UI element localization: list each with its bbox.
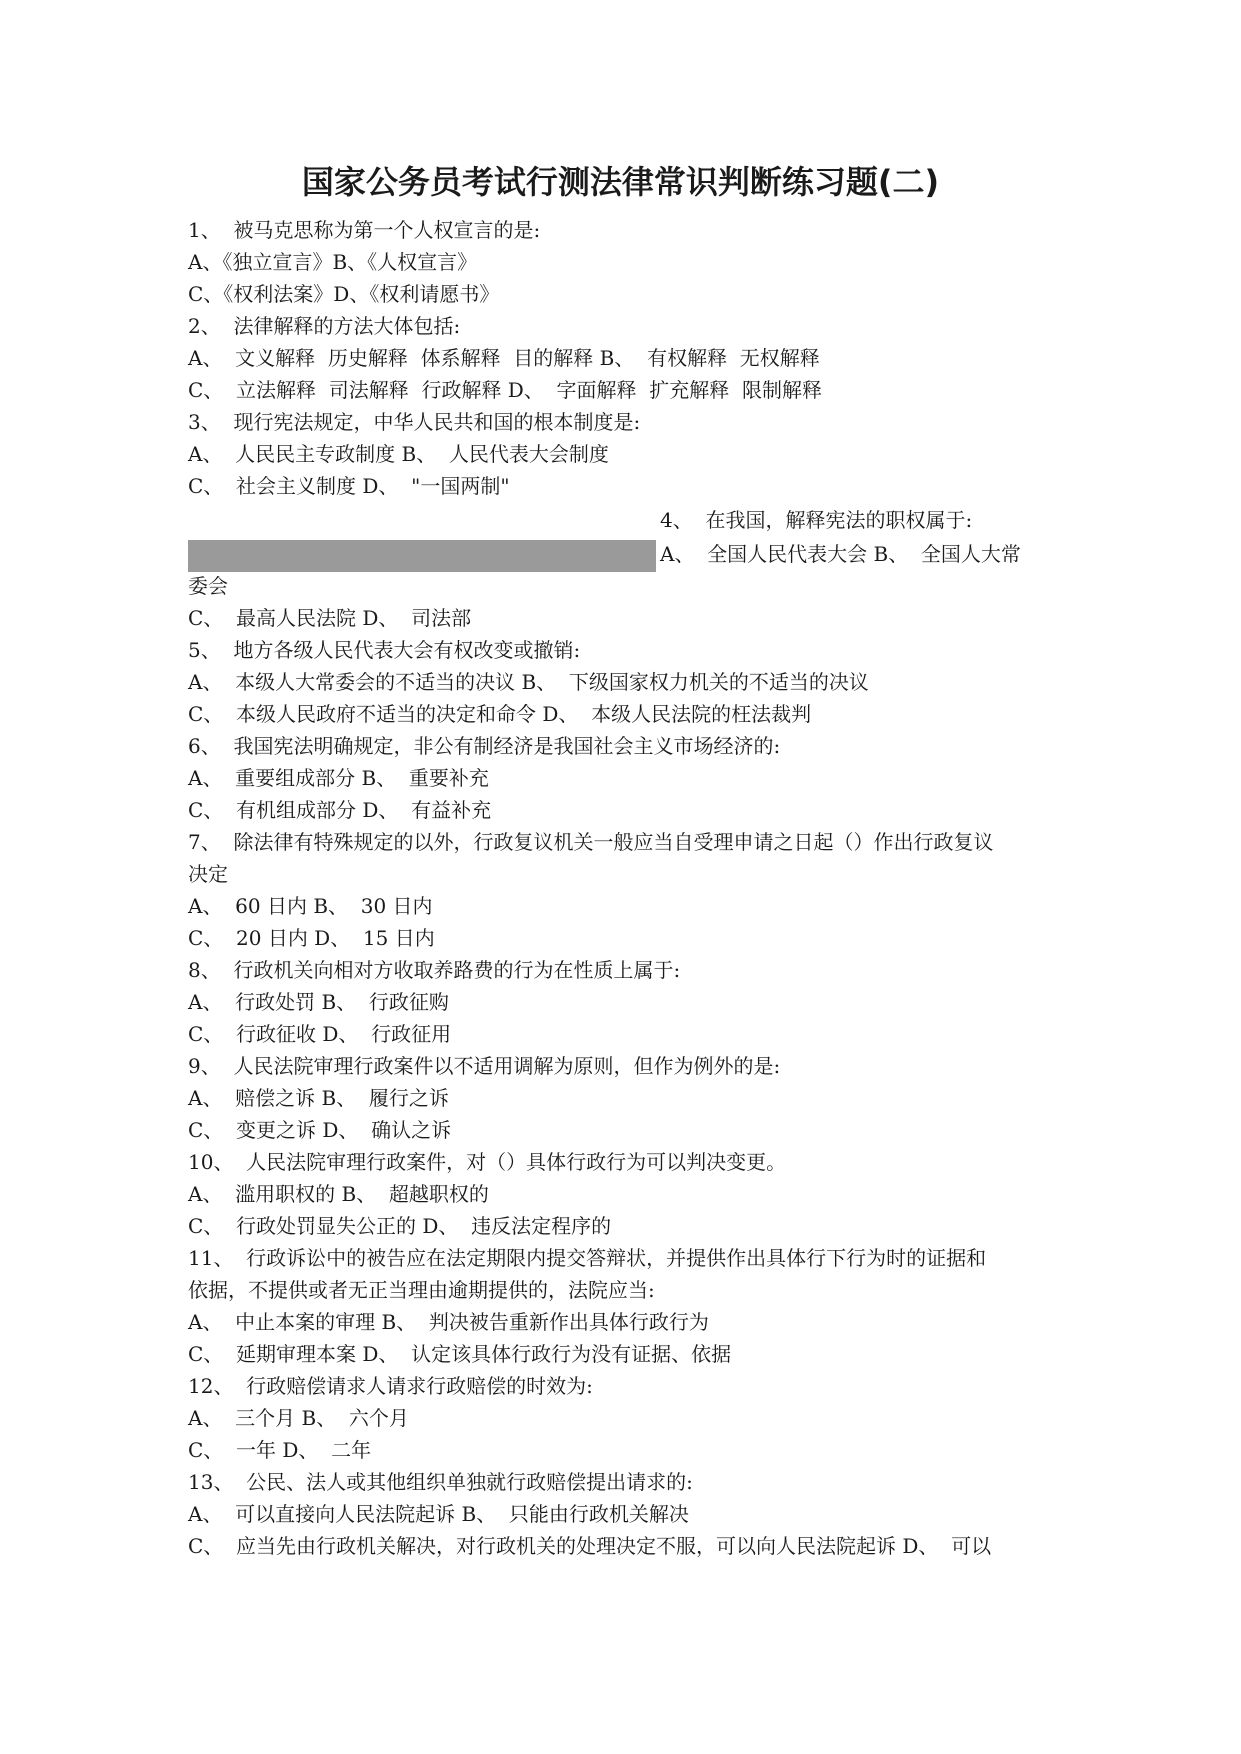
option-line: C、 社会主义制度 D、 "一国两制" [188,474,510,498]
option-line: C、 20 日内 D、 15 日内 [188,926,435,950]
question-4: 4、 在我国，解释宪法的职权属于: [660,508,973,532]
question-11: 11、 行政诉讼中的被告应在法定期限内提交答辩状，并提供作出具体行下行为时的证据和 [188,1246,987,1270]
option-line: C、 行政征收 D、 行政征用 [188,1022,452,1046]
option-line: A、 行政处罚 B、 行政征购 [188,990,449,1014]
option-line: A、 本级人大常委会的不适当的决议 B、 下级国家权力机关的不适当的决议 [188,670,869,694]
option-line: C、 有机组成部分 D、 有益补充 [188,798,492,822]
redaction-bar [188,540,656,572]
option-line: A、 赔偿之诉 B、 履行之诉 [188,1086,449,1110]
option-line-continued: 委会 [188,574,228,598]
option-line: C、 行政处罚显失公正的 D、 违反法定程序的 [188,1214,612,1238]
question-7-continued: 决定 [188,862,228,886]
question-7: 7、 除法律有特殊规定的以外，行政复议机关一般应当自受理申请之日起（）作出行政复议 [188,830,994,854]
question-2: 2、 法律解释的方法大体包括: [188,314,461,338]
option-line: A、 中止本案的审理 B、 判决被告重新作出具体行政行为 [188,1310,709,1334]
question-13: 13、 公民、法人或其他组织单独就行政赔偿提出请求的: [188,1470,693,1494]
option-line: A、 滥用职权的 B、 超越职权的 [188,1182,489,1206]
option-line: A、 重要组成部分 B、 重要补充 [188,766,489,790]
option-line: C、 应当先由行政机关解决，对行政机关的处理决定不服，可以向人民法院起诉 D、 可以 [188,1534,992,1558]
option-line: A、 文义解释 历史解释 体系解释 目的解释 B、 有权解释 无权解释 [188,346,820,370]
question-6: 6、 我国宪法明确规定，非公有制经济是我国社会主义市场经济的: [188,734,781,758]
option-line: C、《权利法案》D、《权利请愿书》 [188,282,500,306]
option-line: C、 一年 D、 二年 [188,1438,372,1462]
page-title: 国家公务员考试行测法律常识判断练习题(二) [301,163,940,201]
option-line: C、 延期审理本案 D、 认定该具体行政行为没有证据、依据 [188,1342,732,1366]
option-line: A、 全国人民代表大会 B、 全国人大常 [660,542,1021,566]
option-line: C、 本级人民政府不适当的决定和命令 D、 本级人民法院的枉法裁判 [188,702,812,726]
question-9: 9、 人民法院审理行政案件以不适用调解为原则，但作为例外的是: [188,1054,781,1078]
option-line: C、 变更之诉 D、 确认之诉 [188,1118,452,1142]
question-11-continued: 依据，不提供或者无正当理由逾期提供的，法院应当: [188,1278,655,1302]
option-line: A、 60 日内 B、 30 日内 [188,894,433,918]
question-3: 3、 现行宪法规定，中华人民共和国的根本制度是: [188,410,641,434]
question-1: 1、 被马克思称为第一个人权宣言的是: [188,218,541,242]
option-line: A、 人民民主专政制度 B、 人民代表大会制度 [188,442,609,466]
question-8: 8、 行政机关向相对方收取养路费的行为在性质上属于: [188,958,681,982]
question-10: 10、 人民法院审理行政案件，对（）具体行政行为可以判决变更。 [188,1150,787,1174]
option-line: A、 三个月 B、 六个月 [188,1406,409,1430]
question-5: 5、 地方各级人民代表大会有权改变或撤销: [188,638,581,662]
option-line: C、 最高人民法院 D、 司法部 [188,606,472,630]
option-line: C、 立法解释 司法解释 行政解释 D、 字面解释 扩充解释 限制解释 [188,378,822,402]
option-line: A、《独立宣言》B、《人权宣言》 [188,250,478,274]
question-12: 12、 行政赔偿请求人请求行政赔偿的时效为: [188,1374,593,1398]
option-line: A、 可以直接向人民法院起诉 B、 只能由行政机关解决 [188,1502,689,1526]
